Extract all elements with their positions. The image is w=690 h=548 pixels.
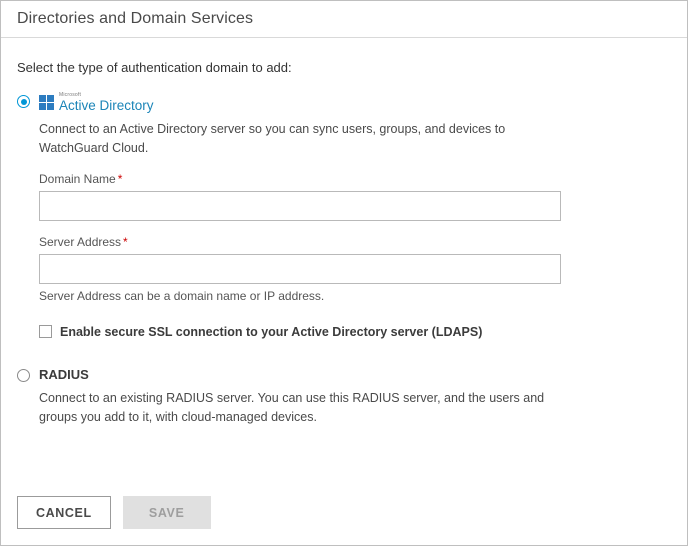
option-description-active-directory: Connect to an Active Directory server so you can sync users, groups, and devices to WatchGuard Cloud. (39, 121, 506, 155)
option-description-radius: Connect to an existing RADIUS server. You can use this RADIUS server, and the users and groups you add to it, with cloud-managed devices. (39, 390, 545, 424)
dialog-titlebar (1, 1, 687, 38)
field-help-server-address: Server Address can be a domain name or IP address. (39, 288, 325, 303)
required-marker-server-address: * (123, 234, 128, 249)
field-label-domain-name (39, 172, 671, 186)
dialog-content (1, 38, 687, 496)
page-title: Directories and Domain Services (17, 10, 254, 27)
domain-name-input[interactable] (39, 191, 561, 221)
cancel-button[interactable]: CANCEL (17, 496, 111, 529)
radio-radius[interactable] (17, 369, 30, 382)
form-intro: Select the type of authentication domain to add: (17, 60, 292, 75)
ldaps-checkbox-row[interactable] (39, 325, 671, 339)
field-label-text-domain-name: Domain Name (39, 171, 116, 186)
ldaps-checkbox-label: Enable secure SSL connection to your Active Directory server (LDAPS) (60, 324, 483, 339)
option-active-directory[interactable] (17, 93, 671, 113)
microsoft-label: Microsoft (59, 92, 82, 98)
server-address-input[interactable] (39, 254, 561, 284)
option-radius[interactable] (17, 367, 671, 382)
active-directory-logo (39, 93, 154, 113)
windows-icon (39, 95, 54, 110)
field-domain-name (39, 172, 671, 221)
radio-active-directory[interactable] (17, 95, 30, 108)
ldaps-checkbox[interactable] (39, 325, 52, 338)
option-label-radius: RADIUS (39, 366, 89, 382)
field-server-address (39, 235, 671, 303)
dialog-footer (1, 496, 687, 545)
save-button[interactable]: SAVE (123, 496, 211, 529)
option-label-active-directory: Active Directory (59, 98, 154, 113)
field-label-text-server-address: Server Address (39, 234, 122, 249)
field-label-server-address (39, 235, 671, 249)
required-marker-domain-name: * (117, 171, 123, 186)
